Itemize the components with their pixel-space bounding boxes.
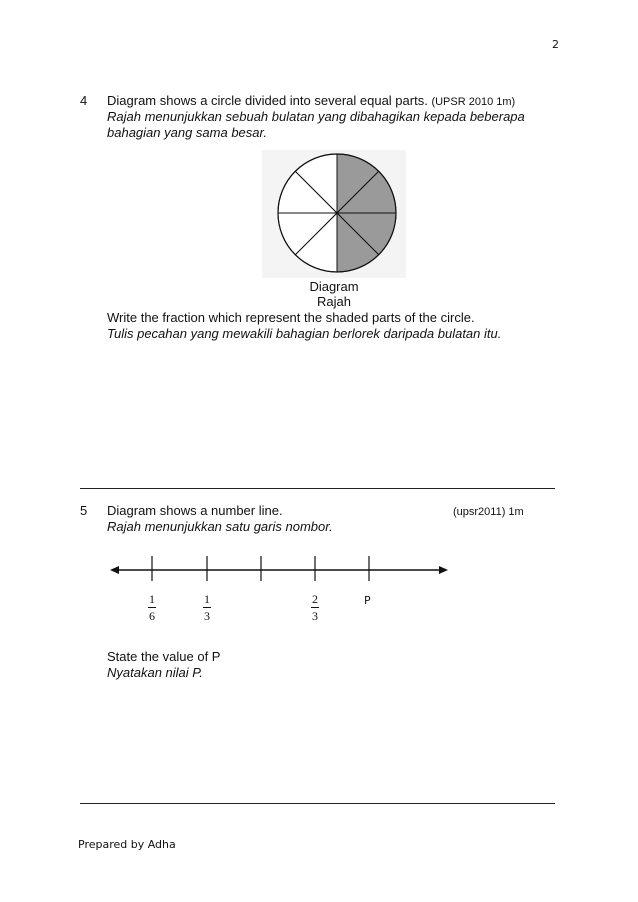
question-4-prompt-ms: Tulis pecahan yang mewakili bahagian berlorek daripada bulatan itu. [107, 326, 502, 341]
page-number: 2 [552, 38, 559, 51]
tick-label-one-third [197, 592, 217, 623]
question-5-prompt-en: State the value of P [107, 649, 221, 664]
tick-label-p: P [364, 594, 371, 607]
question-4-line-1 [107, 93, 515, 110]
question-4-number: 4 [80, 93, 88, 108]
numerator: 1 [204, 592, 210, 606]
right-arrow-icon [439, 566, 448, 574]
diagram-caption-en: Diagram [309, 279, 359, 294]
fraction-bar [311, 607, 319, 608]
divided-circle-figure [262, 150, 406, 278]
page-footer: Prepared by Adha [78, 838, 176, 851]
numerator: 1 [149, 592, 155, 606]
question-5-number: 5 [80, 503, 88, 518]
question-4-prompt-en: Write the fraction which represent the shaded parts of the circle. [107, 310, 475, 325]
fraction-bar [203, 607, 211, 608]
denominator: 3 [204, 609, 210, 623]
question-4-line-3: bahagian yang sama besar. [107, 125, 267, 140]
left-arrow-icon [110, 566, 119, 574]
question-5-line-2: Rajah menunjukkan satu garis nombor. [107, 519, 333, 534]
denominator: 3 [312, 609, 318, 623]
question-5-prompt-ms: Nyatakan nilai P. [107, 665, 203, 680]
question-5-source: (upsr2011) 1m [453, 506, 524, 518]
fraction-bar [148, 607, 156, 608]
question-5-text: Diagram shows a number line. [107, 503, 283, 518]
question-4-line-2: Rajah menunjukkan sebuah bulatan yang dibahagikan kepada beberapa [107, 109, 525, 124]
diagram-caption-ms: Rajah [317, 294, 351, 309]
bottom-divider [80, 803, 555, 804]
denominator: 6 [149, 609, 155, 623]
tick-label-two-thirds [305, 592, 325, 623]
number-line [108, 550, 453, 590]
question-4-source: (UPSR 2010 1m) [431, 96, 516, 108]
numerator: 2 [312, 592, 318, 606]
tick-label-one-sixth [142, 592, 162, 623]
section-divider [80, 488, 555, 489]
question-4-text: Diagram shows a circle divided into several equal parts. [107, 93, 428, 108]
